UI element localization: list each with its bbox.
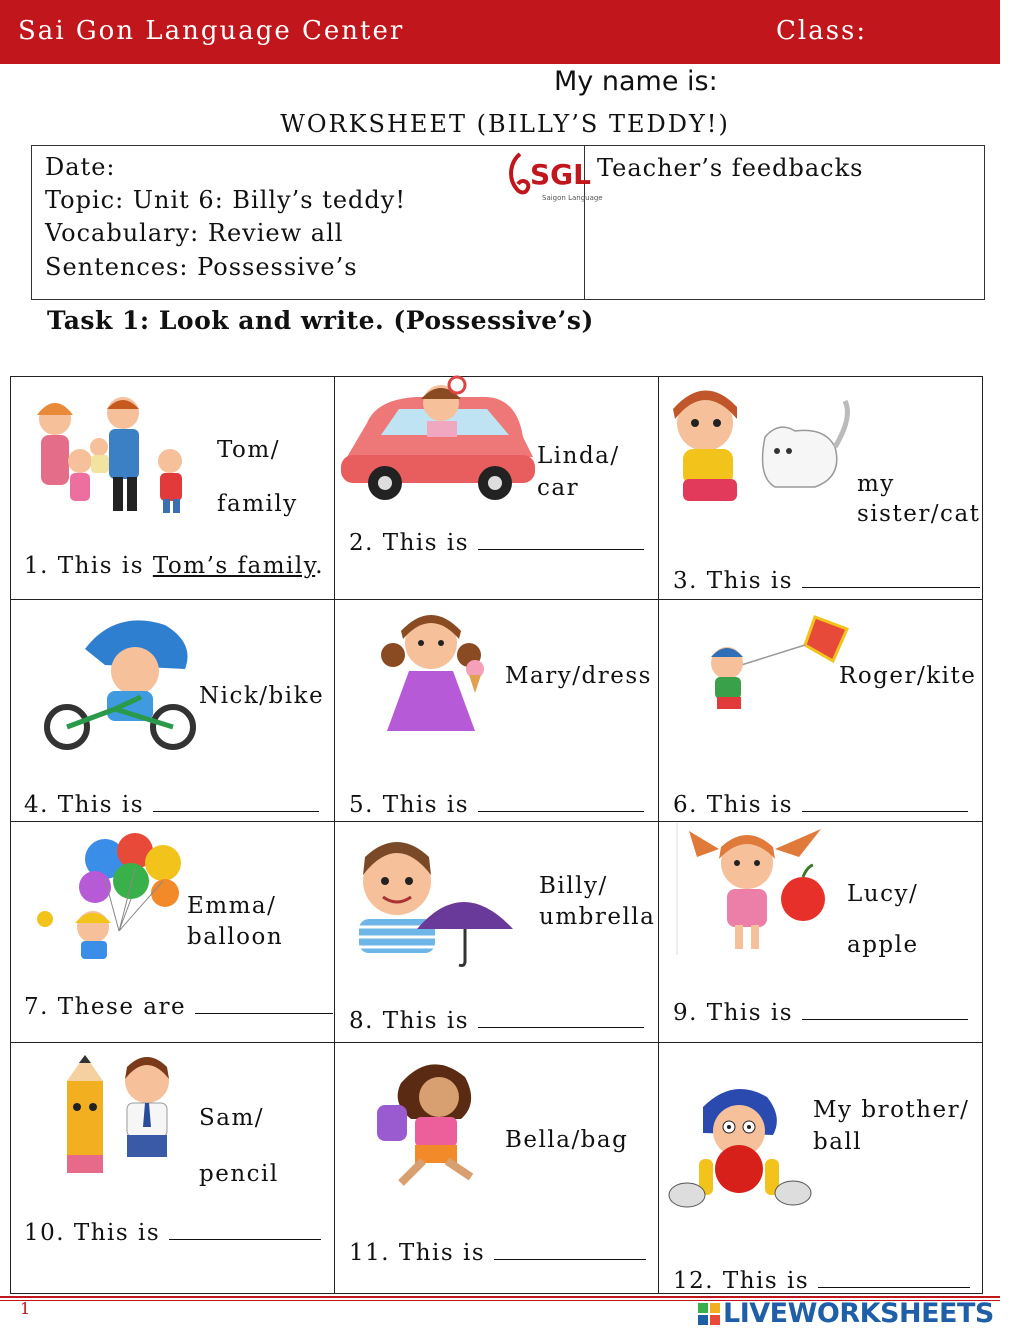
cell-label-line2: umbrella (539, 904, 656, 930)
cell-label-line2: car (537, 475, 580, 501)
center-name: Sai Gon Language Center (18, 16, 405, 46)
cell-label-line2: family (217, 491, 298, 517)
vocabulary-field: Vocabulary: Review all (45, 219, 344, 247)
logo-subtext: Saigon Language (542, 194, 603, 202)
cell-label-line1: Nick/bike (199, 683, 325, 709)
girl-cat-picture (665, 387, 855, 513)
info-box (31, 145, 985, 300)
cell-label-line2: balloon (187, 924, 284, 950)
sentence-2: 2. This is (349, 527, 644, 556)
info-left (32, 146, 603, 299)
bag-picture (361, 1053, 507, 1191)
dress-picture (371, 609, 491, 741)
teacher-feedback-label: Teacher’s feedbacks (597, 154, 864, 182)
sentence-5: 5. This is (349, 789, 644, 818)
apple-picture (675, 823, 841, 955)
pencil-picture (47, 1051, 201, 1183)
umbrella-picture (353, 835, 529, 967)
sentence-1: 1. This is Tom’s family. (24, 553, 324, 579)
answer-blank-3[interactable] (802, 565, 980, 588)
answer-blank-2[interactable] (478, 527, 644, 550)
cell-label-line1: my (857, 471, 895, 497)
liveworksheets-brand[interactable] (698, 1298, 994, 1329)
answer-blank-10[interactable] (169, 1217, 321, 1240)
worksheet-title: WORKSHEET (BILLY’S TEDDY!) (280, 110, 730, 138)
sentence-9: 9. This is (673, 997, 968, 1026)
ball-picture (663, 1077, 817, 1217)
cell-label-line2: sister/cat (857, 501, 981, 527)
car-picture (337, 377, 537, 503)
answer-blank-4[interactable] (153, 789, 319, 812)
cell-label-line2: pencil (199, 1161, 279, 1187)
cell-label-line1: Tom/ (217, 437, 280, 463)
answer-blank-9[interactable] (802, 997, 968, 1020)
liveworksheets-logo-icon (698, 1303, 720, 1325)
task-title: Task 1: Look and write. (Possessive’s) (47, 306, 594, 335)
cell-label-line1: Billy/ (539, 873, 608, 899)
cell-label-line1: Bella/bag (505, 1127, 629, 1153)
sentence-6: 6. This is (673, 789, 968, 818)
my-name-label: My name is: (554, 66, 718, 97)
balloon-picture (35, 831, 191, 961)
answer-blank-11[interactable] (494, 1237, 646, 1260)
family-picture (25, 391, 195, 516)
bike-picture (45, 609, 205, 749)
sentence-8: 8. This is (349, 1005, 644, 1034)
cell-label-line2: apple (847, 932, 919, 958)
cell-label-line1: Linda/ (537, 443, 620, 469)
sentence-4: 4. This is (24, 789, 319, 818)
sentence-7: 7. These are (24, 991, 333, 1020)
sentence-11: 11. This is (349, 1237, 646, 1266)
answer-blank-7[interactable] (195, 991, 333, 1014)
sentence-3: 3. This is (673, 565, 980, 594)
topic-field: Topic: Unit 6: Billy’s teddy! (45, 186, 406, 214)
cell-label-line1: Sam/ (199, 1105, 265, 1131)
cell-label-line1: My brother/ (813, 1097, 970, 1123)
sentences-field: Sentences: Possessive’s (45, 253, 358, 281)
answer-blank-5[interactable] (478, 789, 644, 812)
answer-blank-6[interactable] (802, 789, 968, 812)
header-bar (0, 0, 1000, 64)
cell-label-line2: ball (813, 1129, 863, 1155)
cell-label-line1: Mary/dress (505, 663, 652, 689)
cell-label-line1: Roger/kite (839, 663, 977, 689)
brand-text: LIVEWORKSHEETS (723, 1298, 994, 1329)
class-label: Class: (776, 16, 868, 46)
cell-label-line1: Lucy/ (847, 881, 919, 907)
date-field: Date: (45, 153, 116, 181)
exercise-grid (10, 376, 983, 1294)
sentence-10: 10. This is (24, 1217, 321, 1246)
answer-example: Tom’s family (152, 553, 316, 579)
cell-label-line1: Emma/ (187, 893, 277, 919)
sentence-12: 12. This is (673, 1265, 970, 1294)
answer-blank-8[interactable] (478, 1005, 644, 1028)
answer-blank-12[interactable] (818, 1265, 970, 1288)
logo-text: SGL (530, 158, 591, 191)
page-number: 1 (20, 1299, 31, 1318)
sgl-logo (506, 148, 603, 208)
